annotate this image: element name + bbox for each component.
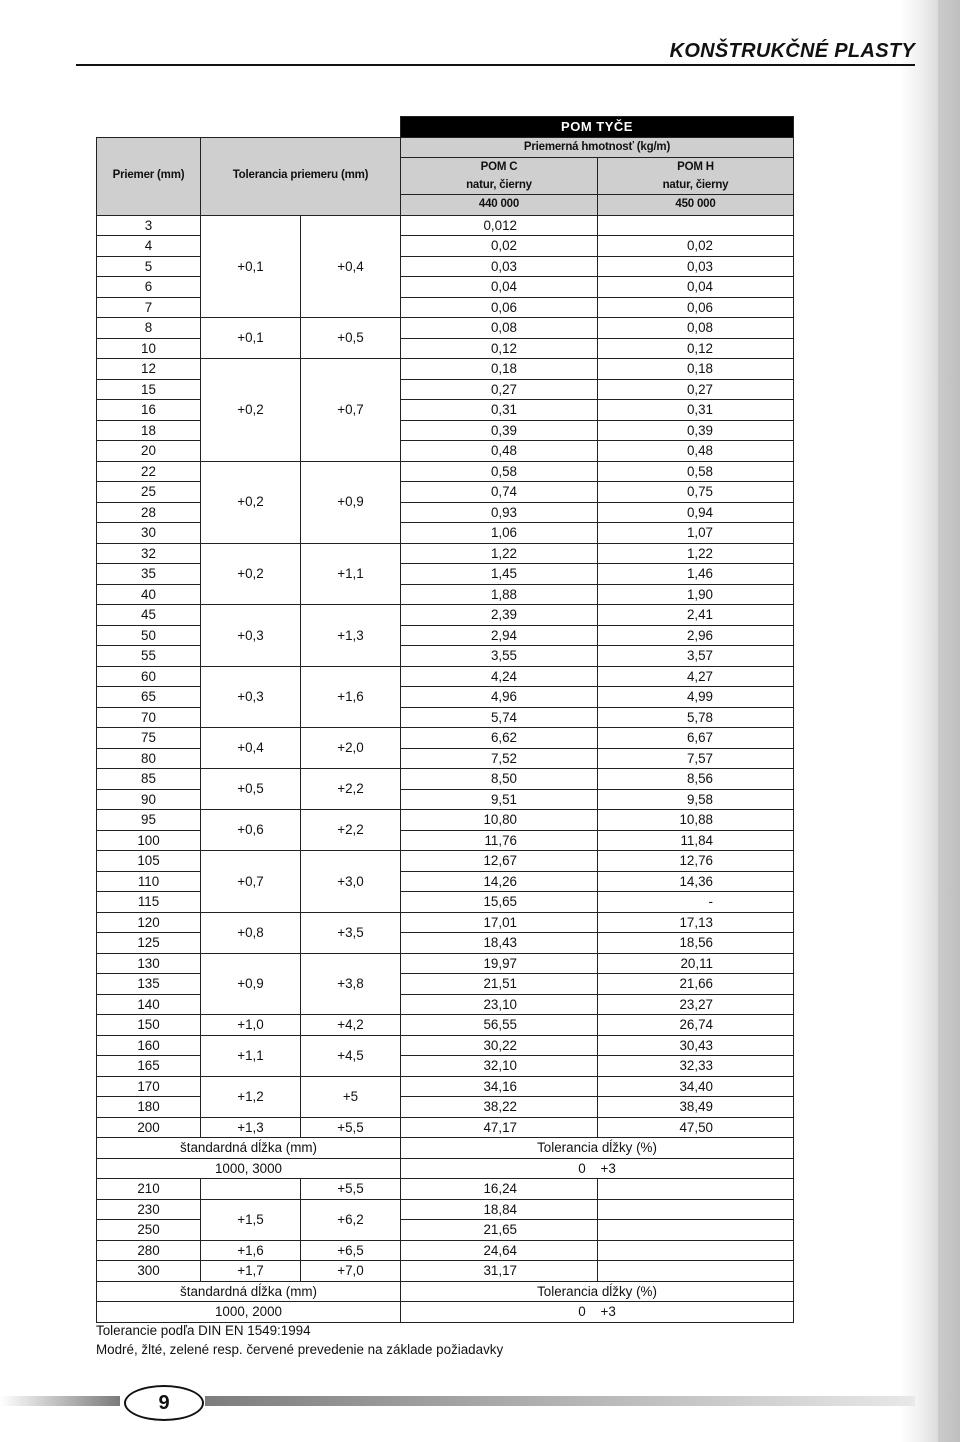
- pomc-mass-cell: 0,93: [401, 502, 598, 523]
- tolerance-min-cell: +0,3: [201, 605, 301, 667]
- diameter-cell: 230: [97, 1199, 201, 1220]
- diameter-cell: 65: [97, 687, 201, 708]
- pomc-mass-cell: 9,51: [401, 789, 598, 810]
- tolerance-max-cell: +4,2: [301, 1015, 401, 1036]
- pomh-mass-cell: 0,04: [598, 277, 794, 298]
- pomh-mass-cell: 0,02: [598, 236, 794, 257]
- pomc-subtitle: natur, čierny: [401, 176, 598, 195]
- diameter-cell: 7: [97, 297, 201, 318]
- tolerance-max-cell: +1,6: [301, 666, 401, 728]
- pomc-mass-cell: 21,51: [401, 974, 598, 995]
- pomc-mass-cell: 31,17: [401, 1261, 598, 1282]
- diameter-cell: 80: [97, 748, 201, 769]
- length-label-2: štandardná dĺžka (mm): [97, 1281, 401, 1302]
- pomc-mass-cell: 11,76: [401, 830, 598, 851]
- pomh-mass-cell: [598, 215, 794, 236]
- pomc-mass-cell: 18,84: [401, 1199, 598, 1220]
- diameter-cell: 90: [97, 789, 201, 810]
- diameter-cell: 120: [97, 912, 201, 933]
- diameter-cell: 115: [97, 892, 201, 913]
- length-tol-value-2: 0 +3: [401, 1302, 794, 1323]
- pomh-mass-cell: 32,33: [598, 1056, 794, 1077]
- pomc-mass-cell: 3,55: [401, 646, 598, 667]
- pomc-mass-cell: 5,74: [401, 707, 598, 728]
- pomc-mass-cell: 0,06: [401, 297, 598, 318]
- pomc-mass-cell: 7,52: [401, 748, 598, 769]
- pomh-mass-cell: [598, 1220, 794, 1241]
- diameter-cell: 12: [97, 359, 201, 380]
- pomc-mass-cell: 47,17: [401, 1117, 598, 1138]
- table-row: [97, 1199, 794, 1220]
- pomc-mass-cell: 23,10: [401, 994, 598, 1015]
- diameter-cell: 3: [97, 215, 201, 236]
- pomh-mass-cell: 38,49: [598, 1097, 794, 1118]
- pomc-mass-cell: 56,55: [401, 1015, 598, 1036]
- diameter-cell: 140: [97, 994, 201, 1015]
- pomh-mass-cell: 1,07: [598, 523, 794, 544]
- tolerance-min-cell: +0,2: [201, 543, 301, 605]
- diameter-cell: 20: [97, 441, 201, 462]
- tolerance-min-cell: +0,2: [201, 461, 301, 543]
- pomc-mass-cell: 24,64: [401, 1240, 598, 1261]
- col-header-mass: Priemerná hmotnosť (kg/m): [401, 137, 794, 158]
- pomc-mass-cell: 0,18: [401, 359, 598, 380]
- pomc-mass-cell: 0,02: [401, 236, 598, 257]
- tolerance-min-cell: +0,7: [201, 851, 301, 913]
- diameter-cell: 180: [97, 1097, 201, 1118]
- pomh-mass-cell: [598, 1179, 794, 1200]
- diameter-cell: 110: [97, 871, 201, 892]
- pomc-mass-cell: 0,58: [401, 461, 598, 482]
- tolerance-min-cell: +0,4: [201, 728, 301, 769]
- pomh-mass-cell: 10,88: [598, 810, 794, 831]
- pomc-mass-cell: 0,31: [401, 400, 598, 421]
- pomc-name: POM C: [401, 158, 598, 177]
- pomh-mass-cell: 0,94: [598, 502, 794, 523]
- pomh-mass-cell: 20,11: [598, 953, 794, 974]
- table-row: [97, 1117, 794, 1138]
- tolerance-min-cell: +1,1: [201, 1035, 301, 1076]
- tolerance-max-cell: +7,0: [301, 1261, 401, 1282]
- diameter-cell: 70: [97, 707, 201, 728]
- table-row: [97, 912, 794, 933]
- pomh-mass-cell: 34,40: [598, 1076, 794, 1097]
- pomc-code: 440 000: [401, 195, 598, 216]
- blank-corner: [97, 117, 401, 138]
- table-row: [97, 605, 794, 626]
- tolerance-max-cell: +5,5: [301, 1179, 401, 1200]
- pomh-mass-cell: 21,66: [598, 974, 794, 995]
- pomh-mass-cell: 0,58: [598, 461, 794, 482]
- tolerance-max-cell: +3,8: [301, 953, 401, 1015]
- pomh-mass-cell: 11,84: [598, 830, 794, 851]
- footer-bar-left: [0, 1396, 120, 1406]
- diameter-cell: 210: [97, 1179, 201, 1200]
- diameter-cell: 22: [97, 461, 201, 482]
- diameter-cell: 50: [97, 625, 201, 646]
- tolerance-max-cell: +6,5: [301, 1240, 401, 1261]
- pomh-mass-cell: 26,74: [598, 1015, 794, 1036]
- diameter-cell: 60: [97, 666, 201, 687]
- table-row: [97, 1240, 794, 1261]
- diameter-cell: 16: [97, 400, 201, 421]
- table-row: [97, 1076, 794, 1097]
- pomh-mass-cell: -: [598, 892, 794, 913]
- pomh-mass-cell: 1,90: [598, 584, 794, 605]
- pomh-mass-cell: 0,27: [598, 379, 794, 400]
- diameter-cell: 165: [97, 1056, 201, 1077]
- diameter-cell: 85: [97, 769, 201, 790]
- diameter-cell: 15: [97, 379, 201, 400]
- length-tol-label-2: Tolerancia dĺžky (%): [401, 1281, 794, 1302]
- length-label-1: štandardná dĺžka (mm): [97, 1138, 401, 1159]
- tolerance-max-cell: +3,5: [301, 912, 401, 953]
- pomc-mass-cell: 16,24: [401, 1179, 598, 1200]
- diameter-cell: 135: [97, 974, 201, 995]
- diameter-cell: 35: [97, 564, 201, 585]
- diameter-cell: 125: [97, 933, 201, 954]
- table-row: [97, 1035, 794, 1056]
- pomh-mass-cell: 0,31: [598, 400, 794, 421]
- pomc-mass-cell: 38,22: [401, 1097, 598, 1118]
- tolerance-min-cell: +1,3: [201, 1117, 301, 1138]
- pomc-mass-cell: 32,10: [401, 1056, 598, 1077]
- pomh-mass-cell: 0,75: [598, 482, 794, 503]
- footer-bar-right: [205, 1396, 915, 1406]
- tolerance-min-cell: +0,9: [201, 953, 301, 1015]
- tolerance-min-cell: +0,5: [201, 769, 301, 810]
- pomh-mass-cell: 0,06: [598, 297, 794, 318]
- pomh-mass-cell: 30,43: [598, 1035, 794, 1056]
- table-row: [97, 666, 794, 687]
- pomh-mass-cell: [598, 1261, 794, 1282]
- tolerance-max-cell: +0,7: [301, 359, 401, 462]
- diameter-cell: 100: [97, 830, 201, 851]
- pomh-mass-cell: 6,67: [598, 728, 794, 749]
- pomc-mass-cell: 0,08: [401, 318, 598, 339]
- length-tol-value-1: 0 +3: [401, 1158, 794, 1179]
- length-value-1: 1000, 3000: [97, 1158, 401, 1179]
- pomc-mass-cell: 6,62: [401, 728, 598, 749]
- tolerance-max-cell: +0,4: [301, 215, 401, 318]
- note-tolerance-standard: Tolerancie podľa DIN EN 1549:1994: [96, 1323, 311, 1338]
- diameter-cell: 250: [97, 1220, 201, 1241]
- pomh-mass-cell: 4,27: [598, 666, 794, 687]
- tolerance-max-cell: +6,2: [301, 1199, 401, 1240]
- pomc-mass-cell: 18,43: [401, 933, 598, 954]
- pomh-mass-cell: [598, 1199, 794, 1220]
- diameter-cell: 130: [97, 953, 201, 974]
- col-header-diameter: Priemer (mm): [97, 137, 201, 215]
- pomc-mass-cell: 1,22: [401, 543, 598, 564]
- tolerance-min-cell: +1,6: [201, 1240, 301, 1261]
- diameter-cell: 5: [97, 256, 201, 277]
- tolerance-max-cell: +0,9: [301, 461, 401, 543]
- pomc-mass-cell: 1,88: [401, 584, 598, 605]
- table-body-large: [97, 1179, 794, 1282]
- table-row: [97, 318, 794, 339]
- diameter-cell: 45: [97, 605, 201, 626]
- pomh-mass-cell: 0,48: [598, 441, 794, 462]
- diameter-cell: 95: [97, 810, 201, 831]
- tolerance-max-cell: +5: [301, 1076, 401, 1117]
- pomc-mass-cell: 17,01: [401, 912, 598, 933]
- pomh-code: 450 000: [598, 195, 794, 216]
- length-row-1: [97, 1138, 794, 1179]
- pomh-mass-cell: 18,56: [598, 933, 794, 954]
- header-rule: [76, 64, 915, 66]
- pomc-mass-cell: 0,48: [401, 441, 598, 462]
- tolerance-min-cell: +0,3: [201, 666, 301, 728]
- table-row: [97, 359, 794, 380]
- tolerance-max-cell: +1,3: [301, 605, 401, 667]
- tolerance-min-cell: [201, 1179, 301, 1200]
- tolerance-min-cell: +0,1: [201, 318, 301, 359]
- pomh-mass-cell: 0,18: [598, 359, 794, 380]
- pomc-mass-cell: 34,16: [401, 1076, 598, 1097]
- table-row: [97, 769, 794, 790]
- pomh-mass-cell: 4,99: [598, 687, 794, 708]
- diameter-cell: 25: [97, 482, 201, 503]
- tolerance-max-cell: +1,1: [301, 543, 401, 605]
- table-row: [97, 543, 794, 564]
- table-row: [97, 810, 794, 831]
- pomh-mass-cell: 2,96: [598, 625, 794, 646]
- pomh-mass-cell: 9,58: [598, 789, 794, 810]
- table-row: [97, 851, 794, 872]
- table-body-main: [97, 215, 794, 1138]
- table-row: [97, 461, 794, 482]
- tolerance-max-cell: +2,2: [301, 769, 401, 810]
- page-number: 9: [124, 1385, 204, 1421]
- diameter-cell: 170: [97, 1076, 201, 1097]
- pomh-mass-cell: 12,76: [598, 851, 794, 872]
- pomh-mass-cell: 7,57: [598, 748, 794, 769]
- diameter-cell: 150: [97, 1015, 201, 1036]
- diameter-cell: 200: [97, 1117, 201, 1138]
- table-row: [97, 1261, 794, 1282]
- pomc-mass-cell: 0,012: [401, 215, 598, 236]
- pomc-mass-cell: 14,26: [401, 871, 598, 892]
- diameter-cell: 28: [97, 502, 201, 523]
- pomh-mass-cell: 0,08: [598, 318, 794, 339]
- pomh-mass-cell: 1,22: [598, 543, 794, 564]
- pomc-mass-cell: 0,39: [401, 420, 598, 441]
- length-row-2: [97, 1281, 794, 1322]
- tolerance-min-cell: +0,8: [201, 912, 301, 953]
- diameter-cell: 6: [97, 277, 201, 298]
- table-title: POM TYČE: [401, 117, 794, 138]
- table-row: [97, 215, 794, 236]
- tolerance-min-cell: +0,2: [201, 359, 301, 462]
- tolerance-min-cell: +1,7: [201, 1261, 301, 1282]
- pomh-mass-cell: 8,56: [598, 769, 794, 790]
- pomc-mass-cell: 15,65: [401, 892, 598, 913]
- pomc-mass-cell: 19,97: [401, 953, 598, 974]
- tolerance-min-cell: +1,0: [201, 1015, 301, 1036]
- pomc-mass-cell: 2,39: [401, 605, 598, 626]
- pomc-mass-cell: 21,65: [401, 1220, 598, 1241]
- tolerance-max-cell: +3,0: [301, 851, 401, 913]
- diameter-cell: 30: [97, 523, 201, 544]
- pomh-mass-cell: 0,03: [598, 256, 794, 277]
- pomc-mass-cell: 1,06: [401, 523, 598, 544]
- length-value-2: 1000, 2000: [97, 1302, 401, 1323]
- pom-rods-table: [96, 116, 794, 1323]
- pomc-mass-cell: 0,27: [401, 379, 598, 400]
- diameter-cell: 32: [97, 543, 201, 564]
- tolerance-max-cell: +2,2: [301, 810, 401, 851]
- pomh-mass-cell: 0,39: [598, 420, 794, 441]
- pomc-mass-cell: 2,94: [401, 625, 598, 646]
- tolerance-min-cell: +1,5: [201, 1199, 301, 1240]
- pomc-mass-cell: 4,96: [401, 687, 598, 708]
- diameter-cell: 4: [97, 236, 201, 257]
- diameter-cell: 105: [97, 851, 201, 872]
- pomc-mass-cell: 0,03: [401, 256, 598, 277]
- diameter-cell: 40: [97, 584, 201, 605]
- pomc-mass-cell: 10,80: [401, 810, 598, 831]
- tolerance-max-cell: +4,5: [301, 1035, 401, 1076]
- diameter-cell: 75: [97, 728, 201, 749]
- pomh-mass-cell: 47,50: [598, 1117, 794, 1138]
- table-row: [97, 728, 794, 749]
- pomh-mass-cell: 3,57: [598, 646, 794, 667]
- table-row: [97, 953, 794, 974]
- col-header-tolerance: Tolerancia priemeru (mm): [201, 137, 401, 215]
- diameter-cell: 160: [97, 1035, 201, 1056]
- pomc-mass-cell: 30,22: [401, 1035, 598, 1056]
- pomc-mass-cell: 12,67: [401, 851, 598, 872]
- diameter-cell: 8: [97, 318, 201, 339]
- pomh-mass-cell: 14,36: [598, 871, 794, 892]
- tolerance-max-cell: +0,5: [301, 318, 401, 359]
- pomc-mass-cell: 8,50: [401, 769, 598, 790]
- pomh-mass-cell: 2,41: [598, 605, 794, 626]
- table-row: [97, 1179, 794, 1200]
- note-color-options: Modré, žlté, zelené resp. červené prevedenie na základe požiadavky: [96, 1342, 504, 1357]
- diameter-cell: 10: [97, 338, 201, 359]
- pomh-subtitle: natur, čierny: [598, 176, 794, 195]
- pomh-mass-cell: [598, 1240, 794, 1261]
- pomc-mass-cell: 1,45: [401, 564, 598, 585]
- pomc-mass-cell: 0,04: [401, 277, 598, 298]
- pomh-name: POM H: [598, 158, 794, 177]
- pomh-mass-cell: 17,13: [598, 912, 794, 933]
- page-curl-edge: [938, 0, 960, 1442]
- tolerance-min-cell: +1,2: [201, 1076, 301, 1117]
- pomc-mass-cell: 4,24: [401, 666, 598, 687]
- pomc-mass-cell: 0,12: [401, 338, 598, 359]
- page-header-title: KONŠTRUKČNÉ PLASTY: [669, 40, 915, 62]
- diameter-cell: 18: [97, 420, 201, 441]
- pomh-mass-cell: 1,46: [598, 564, 794, 585]
- pomh-mass-cell: 23,27: [598, 994, 794, 1015]
- diameter-cell: 280: [97, 1240, 201, 1261]
- length-tol-label-1: Tolerancia dĺžky (%): [401, 1138, 794, 1159]
- pomh-mass-cell: 5,78: [598, 707, 794, 728]
- tolerance-min-cell: +0,6: [201, 810, 301, 851]
- diameter-cell: 300: [97, 1261, 201, 1282]
- table-row: [97, 1015, 794, 1036]
- tolerance-max-cell: +5,5: [301, 1117, 401, 1138]
- tolerance-max-cell: +2,0: [301, 728, 401, 769]
- pomh-mass-cell: 0,12: [598, 338, 794, 359]
- tolerance-min-cell: +0,1: [201, 215, 301, 318]
- diameter-cell: 55: [97, 646, 201, 667]
- pomc-mass-cell: 0,74: [401, 482, 598, 503]
